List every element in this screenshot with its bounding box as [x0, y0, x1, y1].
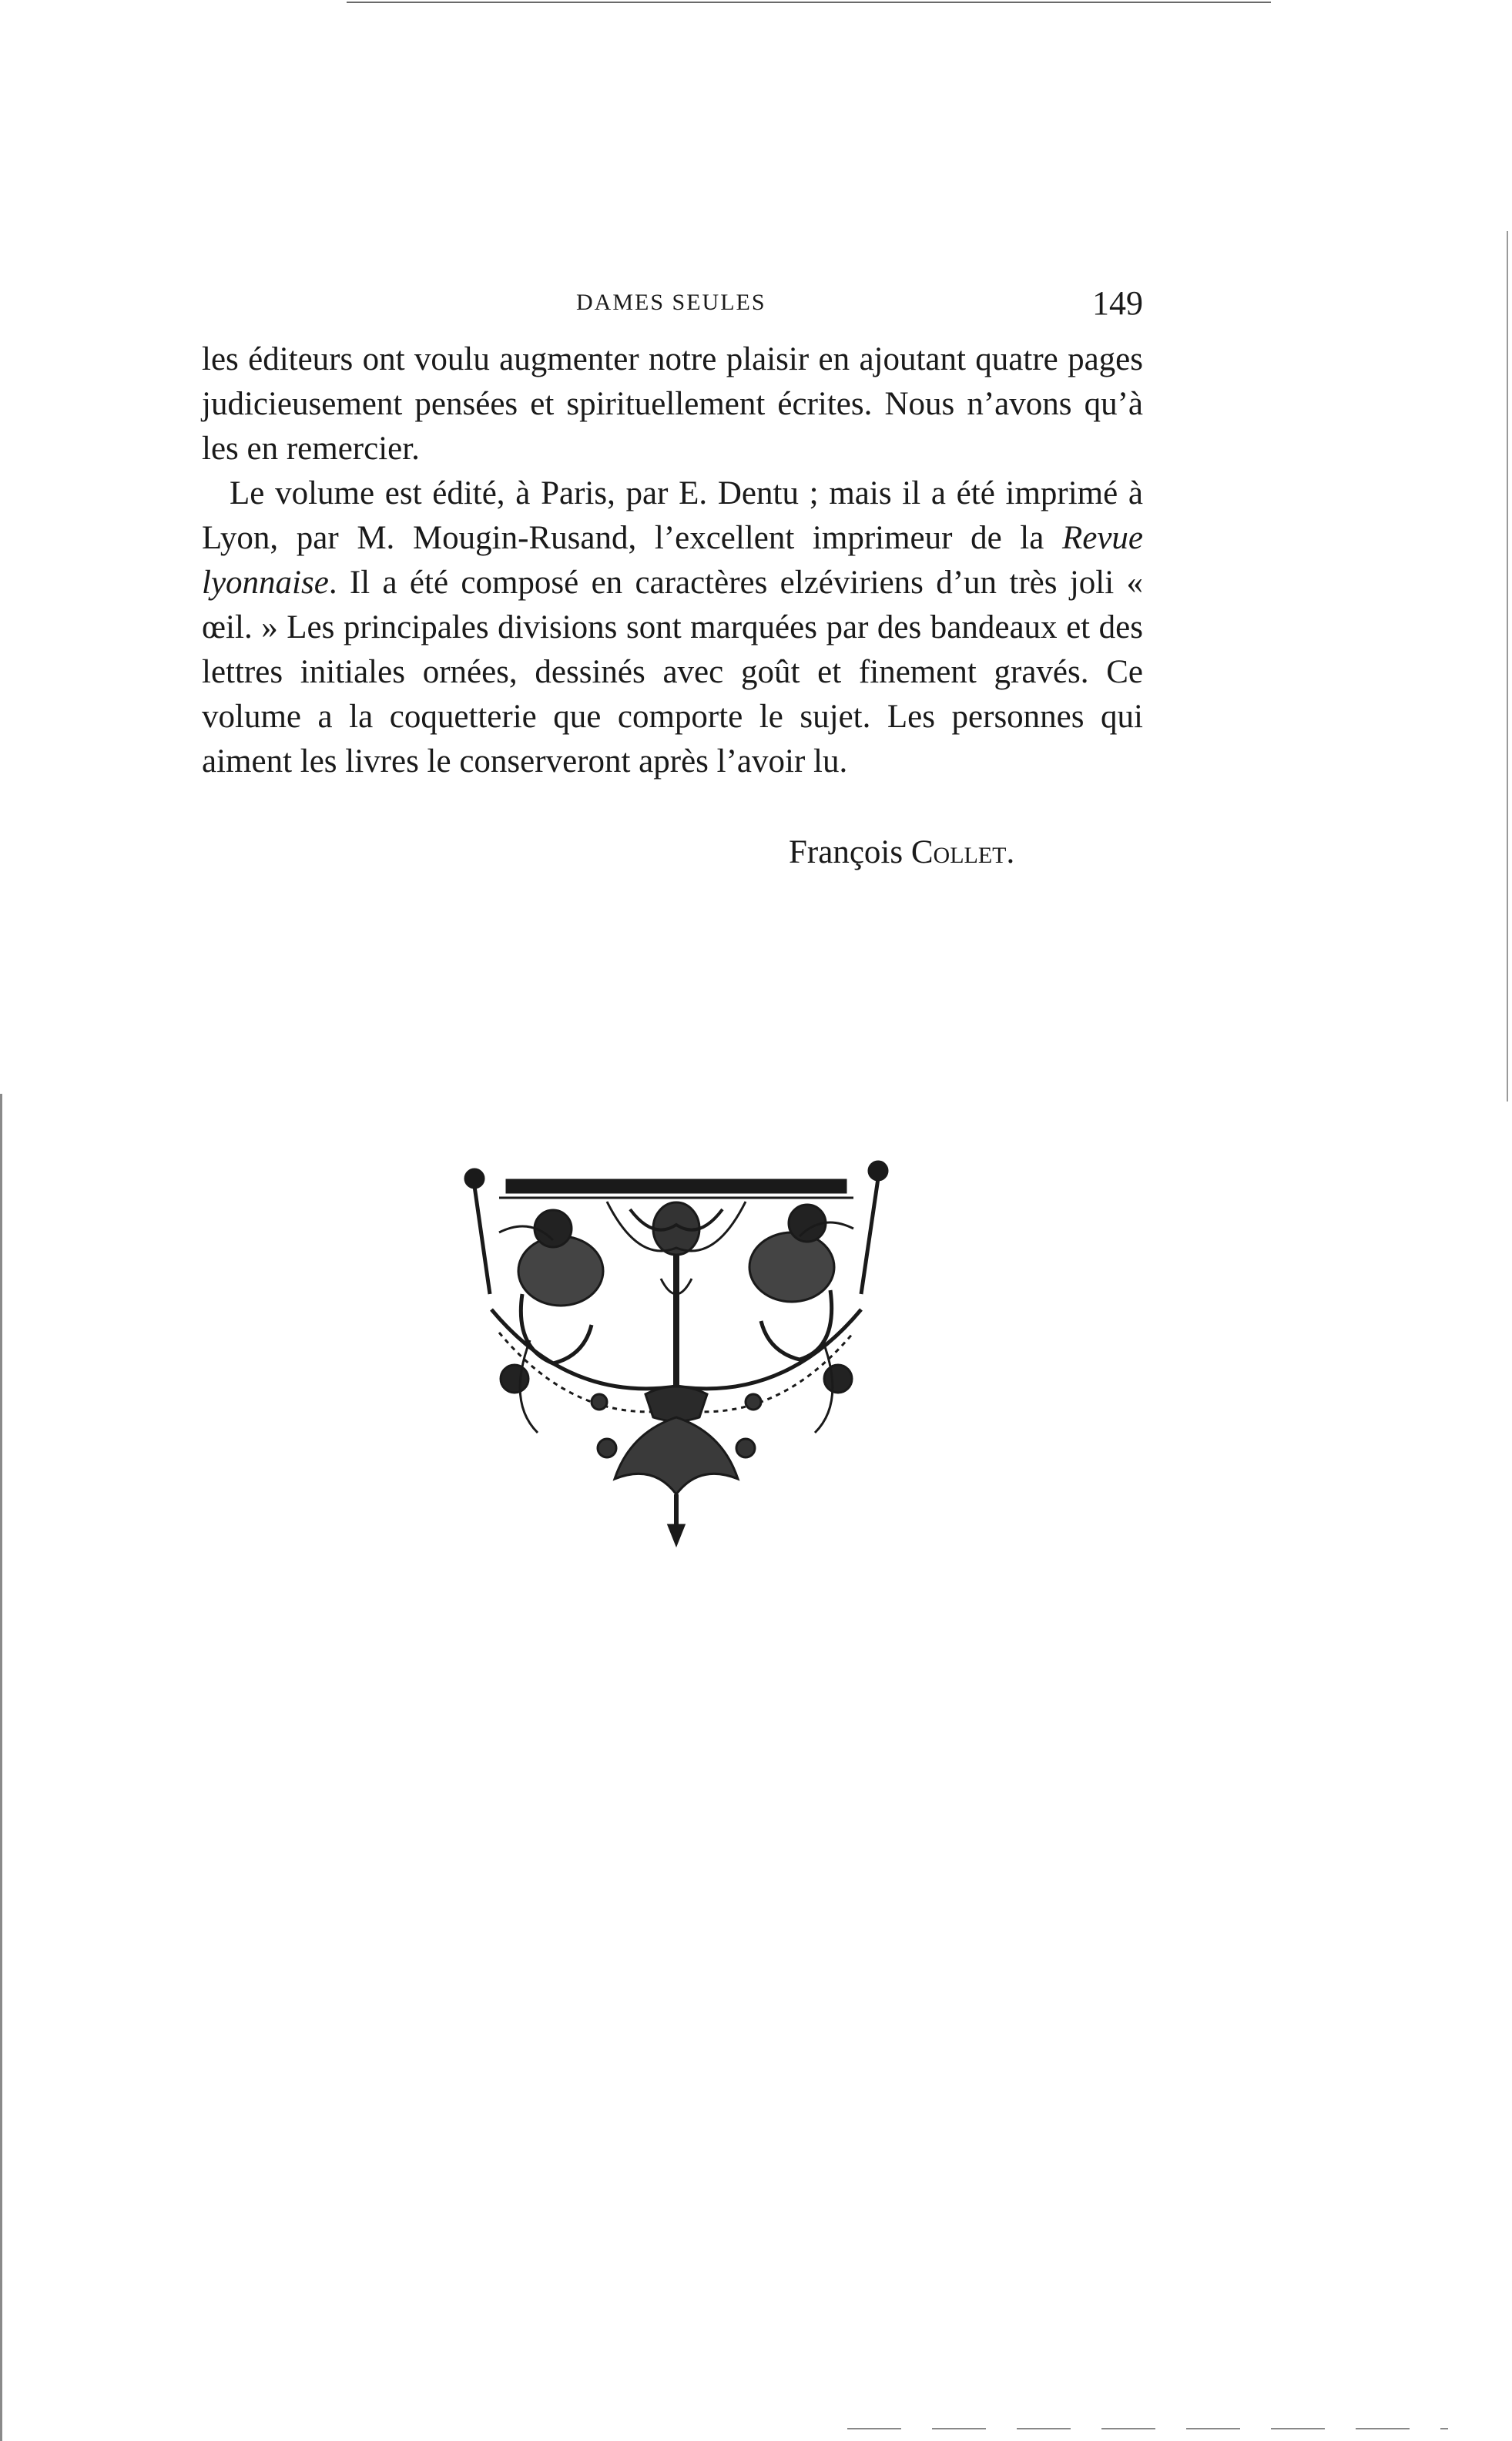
page-header — [202, 283, 1143, 330]
paragraph-2-start: Le volume est édité, à Paris, par E. Dentu ; mais il a été imprimé à Lyon, par M. Mougin-Rusand, l’excellent imprimeur de la — [202, 475, 1143, 556]
engraved-cul-de-lampe-ornament-icon — [453, 1155, 900, 1548]
scan-right-edge — [1507, 231, 1508, 1101]
scan-top-rule — [347, 2, 1271, 3]
paragraph-2 — [202, 471, 1143, 784]
body-text — [202, 337, 1143, 784]
author-signature — [789, 833, 1014, 871]
scan-left-edge — [0, 1094, 2, 2441]
paragraph-1: les éditeurs ont voulu augmenter notre plaisir en ajoutant quatre pages judicieusement pensées et spirituellement écrites. Nous n’avons qu’à les en remercier. — [202, 341, 1143, 467]
running-head: DAMES SEULES — [576, 290, 766, 315]
page-number: 149 — [1092, 284, 1143, 322]
scan-bottom-marks — [847, 2428, 1448, 2429]
signature-last-name: Collet. — [910, 834, 1015, 870]
signature-first-name: François — [789, 834, 904, 870]
paragraph-2-end: . Il a été composé en caractères elzéviriens d’un très joli « œil. » Les principales divisions sont marquées par des bandeaux et des lettres initiales ornées, dessinés avec goût et finement gravés. Ce volume a la coquetterie que comporte le sujet. Les personnes qui aiment les livres le conserveront après l’avoir lu. — [202, 565, 1143, 780]
journal-title: Revue lyonnaise — [202, 520, 1143, 601]
